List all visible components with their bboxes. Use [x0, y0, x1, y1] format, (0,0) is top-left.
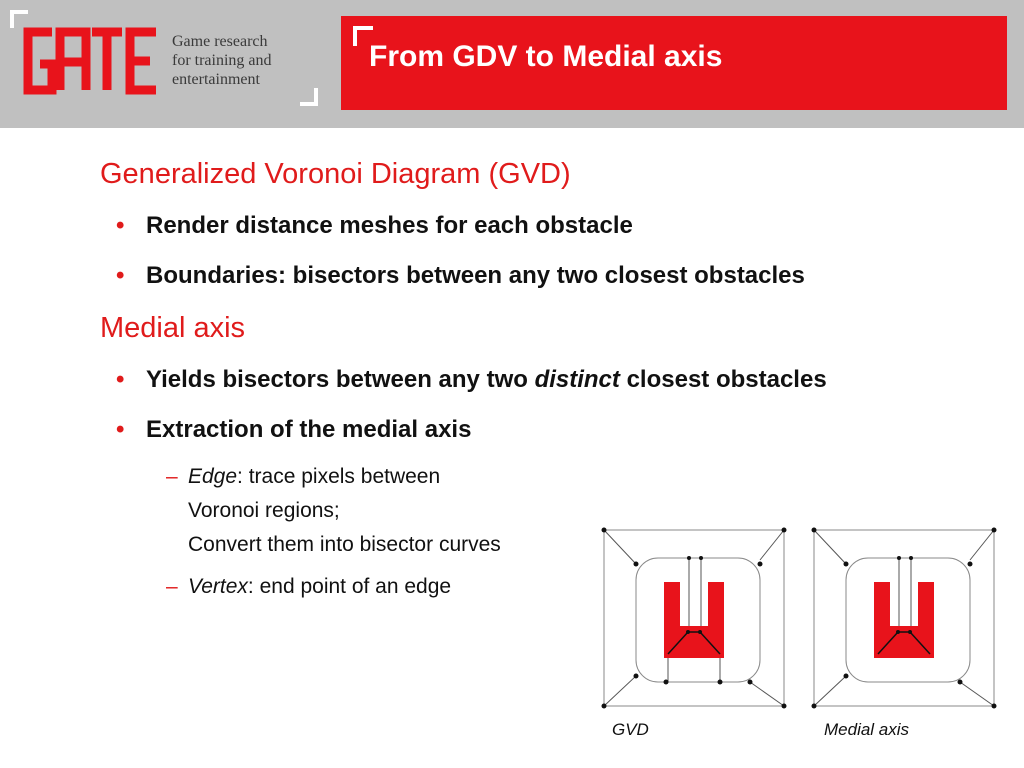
bullet-yields-bisectors	[116, 366, 827, 394]
bullet-text: Extraction of the medial axis	[146, 416, 472, 443]
medial-frame	[814, 530, 994, 706]
gvd-figure	[600, 526, 790, 712]
section-heading-medial-axis: Medial axis	[100, 312, 246, 344]
logo-tagline	[172, 32, 322, 89]
logo-tagline-line-3: entertainment	[172, 71, 260, 88]
bullet-render-meshes	[116, 212, 633, 240]
slide-title: From GDV to Medial axis	[369, 40, 723, 73]
gvd-frame	[604, 530, 784, 706]
bullet-dot: •	[116, 212, 125, 239]
header-band	[0, 0, 1024, 128]
bullet-boundaries	[116, 262, 805, 290]
subitem-vertex	[166, 570, 451, 604]
subitem-line-3: Convert them into bisector curves	[188, 533, 501, 556]
section-heading-gvd: Generalized Voronoi Diagram (GVD)	[100, 158, 571, 190]
bullet-text: Render distance meshes for each obstacle	[146, 212, 633, 239]
medial-axis-figure	[810, 526, 1000, 712]
gate-logo-icon	[22, 26, 162, 96]
subitem-line-1: : end point of an edge	[247, 575, 452, 598]
bullet-text-before: Yields bisectors between any two	[146, 366, 535, 393]
medial-axis-caption: Medial axis	[824, 720, 910, 739]
logo-bracket-bottom-right	[300, 88, 318, 106]
gvd-caption: GVD	[612, 720, 649, 739]
bullet-dot: •	[116, 416, 125, 443]
logo-tagline-line-2: for training and	[172, 52, 272, 69]
subitem-edge	[166, 460, 501, 562]
bullet-text-emphasis: distinct	[534, 366, 620, 393]
svg-text:GATE: GATE	[22, 26, 25, 27]
subitem-term: Vertex	[188, 575, 248, 598]
sub-dash: –	[166, 465, 178, 488]
bullet-text-after: closest obstacles	[619, 366, 827, 393]
title-bar	[341, 16, 1007, 110]
subitem-term: Edge	[188, 465, 238, 488]
logo-tagline-line-1: Game research	[172, 33, 268, 50]
logo-area	[0, 0, 336, 128]
subitem-line-1: : trace pixels between	[237, 465, 441, 488]
bullet-extraction	[116, 416, 471, 444]
bullet-text: Boundaries: bisectors between any two closest obstacles	[146, 262, 805, 289]
bullet-dot: •	[116, 366, 125, 393]
subitem-line-2: Voronoi regions;	[188, 499, 340, 522]
bullet-dot: •	[116, 262, 125, 289]
sub-dash: –	[166, 575, 178, 598]
